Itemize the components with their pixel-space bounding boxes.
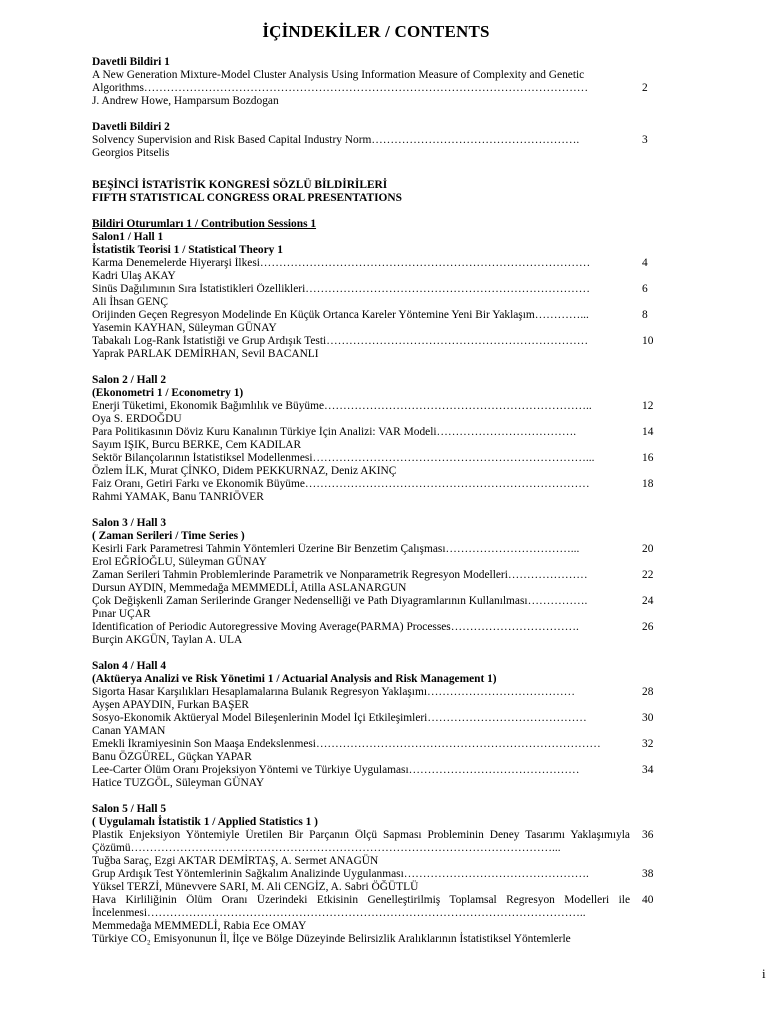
paper-authors: Memmedağa MEMMEDLİ, Rabia Ece OMAY (92, 920, 307, 932)
page-number: 6 (642, 283, 648, 295)
toc-entry[interactable] (92, 134, 660, 147)
toc-entry[interactable] (92, 686, 660, 699)
hall-heading: Salon 5 / Hall 5 (92, 803, 167, 815)
page-title: İÇİNDEKİLER / CONTENTS (262, 22, 490, 41)
hall-heading: Salon 2 / Hall 2 (92, 374, 167, 386)
halls-container (92, 231, 660, 946)
toc-entry[interactable] (92, 712, 660, 725)
page-number: 32 (642, 738, 654, 750)
toc-entry[interactable] (92, 764, 660, 777)
paper-authors: Pınar UÇAR (92, 608, 151, 620)
paper-authors: Ayşen APAYDIN, Furkan BAŞER (92, 699, 249, 711)
toc-entry[interactable] (92, 400, 660, 413)
paper-title: Sigorta Hasar Karşılıkları Hesaplamalarına Bulanık Regresyon Yaklaşımı………………………………… (92, 686, 576, 698)
page-number: 16 (642, 452, 654, 464)
paper-title: Faiz Oranı, Getiri Farkı ve Ekonomik Büyüme………………………………………………………………… (92, 478, 590, 490)
paper-authors: Dursun AYDIN, Memmedağa MEMMEDLİ, Atilla ASLANARGUN (92, 582, 407, 594)
paper-title: Çok Değişkenli Zaman Serilerinde Granger Nedenselliği ve Path Diyagramlarının Kullanılması……………. (92, 595, 588, 607)
paper-title: Orijinden Geçen Regresyon Modelinde En Küçük Ortanca Kareler Yöntemine Yeni Bir Yaklaşım…………... (92, 309, 589, 321)
paper-title-partial[interactable]: Türkiye CO₂ Emisyonunun İl, İlçe ve Bölge Düzeyinde Belirsizlik Aralıklarının İstatistiksel Yöntemlerle (92, 933, 571, 945)
page-number: 18 (642, 478, 654, 490)
paper-authors: Yaprak PARLAK DEMİRHAN, Sevil BACANLI (92, 348, 319, 360)
hall-heading: Salon1 / Hall 1 (92, 231, 164, 243)
paper-authors: Yasemin KAYHAN, Süleyman GÜNAY (92, 322, 277, 334)
toc-entry[interactable] (92, 621, 660, 634)
toc-entry[interactable] (92, 452, 660, 465)
hall-heading: Salon 4 / Hall 4 (92, 660, 167, 672)
page-number: 30 (642, 712, 654, 724)
hall-topic: ( Uygulamalı İstatistik 1 / Applied Statistics 1 ) (92, 816, 318, 828)
paper-authors: Oya S. ERDOĞDU (92, 413, 182, 425)
toc-entry[interactable] (92, 543, 660, 556)
page-number: 40 (642, 894, 654, 906)
paper-title: Zaman Serileri Tahmin Problemlerinde Parametrik ve Nonparametrik Regresyon Modelleri………………… (92, 569, 588, 581)
paper-title: Emekli İkramiyesinin Son Maaşa Endekslenmesi………………………………………………………………… (92, 738, 601, 750)
toc-entry[interactable] (92, 829, 660, 855)
paper-title: Grup Ardışık Test Yöntemlerinin Sağkalım Analizinde Uygulanması…………………………………………. (92, 868, 589, 880)
page-number: 3 (642, 134, 648, 146)
congress-heading-tr: BEŞİNCİ İSTATİSTİK KONGRESİ SÖZLÜ BİLDİRİLERİ (92, 179, 388, 191)
toc-entry[interactable] (92, 868, 660, 881)
page-number: 24 (642, 595, 654, 607)
page-number: 26 (642, 621, 654, 633)
paper-title: Sektör Bilançolarının İstatistiksel Modellenmesi………………………………………………………………... (92, 452, 595, 464)
congress-heading-en: FIFTH STATISTICAL CONGRESS ORAL PRESENTATIONS (92, 192, 402, 204)
page-number: 28 (642, 686, 654, 698)
invited-title-2: Solvency Supervision and Risk Based Capital Industry Norm………………………………………………. (92, 134, 580, 146)
toc-entry[interactable] (92, 283, 660, 296)
hall-topic: İstatistik Teorisi 1 / Statistical Theory 1 (92, 244, 283, 256)
paper-authors: Özlem İLK, Murat ÇİNKO, Didem PEKKURNAZ, Deniz AKINÇ (92, 465, 397, 477)
paper-title: Plastik Enjeksiyon Yöntemiyle Üretilen Bir Parçanın Ölçü Sapması Probleminin Deney Tasarımı Yaklaşımıyla Çözümü…………………………………………………………………………………………………... (92, 829, 630, 854)
toc-entry[interactable] (92, 335, 660, 348)
page-number: 14 (642, 426, 654, 438)
paper-title: Tabakalı Log-Rank İstatistiği ve Grup Ardışık Testi…………………………………………………………… (92, 335, 589, 347)
page-number: 8 (642, 309, 648, 321)
page-number: 12 (642, 400, 654, 412)
toc-entry[interactable] (92, 894, 660, 920)
page-number: 4 (642, 257, 648, 269)
paper-authors: Ali İhsan GENÇ (92, 296, 168, 308)
page-number: 36 (642, 829, 654, 841)
toc-entry[interactable] (92, 569, 660, 582)
page-number: 10 (642, 335, 654, 347)
paper-authors: Yüksel TERZİ, Münevvere SARI, M. Ali CENGİZ, A. Sabri ÖĞÜTLÜ (92, 881, 419, 893)
paper-title: Karma Denemelerde Hiyerarşi İlkesi…………………………………………………………………………… (92, 257, 591, 269)
toc-entry[interactable] (92, 478, 660, 491)
table-of-contents (92, 56, 660, 946)
invited-authors-2: Georgios Pitselis (92, 147, 170, 159)
page-folio: i (762, 966, 766, 981)
hall-heading: Salon 3 / Hall 3 (92, 517, 167, 529)
page-number: 2 (642, 82, 648, 94)
paper-title: Kesirli Fark Parametresi Tahmin Yöntemleri Üzerine Bir Benzetim Çalışması……………………………... (92, 543, 580, 555)
paper-authors: Canan YAMAN (92, 725, 166, 737)
paper-title: Identification of Periodic Autoregressive Moving Average(PARMA) Processes……………………………. (92, 621, 579, 633)
paper-authors: Kadri Ulaş AKAY (92, 270, 176, 282)
paper-authors: Burçin AKGÜN, Taylan A. ULA (92, 634, 243, 646)
invited-heading-1: Davetli Bildiri 1 (92, 56, 170, 68)
hall-topic: (Aktüerya Analizi ve Risk Yönetimi 1 / Actuarial Analysis and Risk Management 1) (92, 673, 497, 685)
paper-authors: Rahmi YAMAK, Banu TANRIÖVER (92, 491, 264, 503)
sessions-heading: Bildiri Oturumları 1 / Contribution Sessions 1 (92, 218, 317, 230)
toc-entry[interactable] (92, 82, 660, 95)
hall-topic: ( Zaman Serileri / Time Series ) (92, 530, 245, 542)
paper-title: Lee-Carter Ölüm Oranı Projeksiyon Yöntemi ve Türkiye Uygulaması……………………………………… (92, 764, 580, 776)
paper-title: Sinüs Dağılımının Sıra İstatistikleri Özellikleri………………………………………………………………… (92, 283, 590, 295)
page-number: 22 (642, 569, 654, 581)
toc-entry[interactable] (92, 738, 660, 751)
paper-title: Hava Kirliliğinin Ölüm Oranı Üzerindeki Etkisinin Genelleştirilmiş Toplamsal Regresyon Modelleri ile İncelenmesi…………………………………………………………………………………………………….. (92, 894, 630, 919)
invited-title-1-line2: Algorithms……………………………………………………………………………………………………… (92, 82, 589, 94)
paper-authors: Banu ÖZGÜREL, Güçkan YAPAR (92, 751, 252, 763)
page-number: 20 (642, 543, 654, 555)
paper-title: Enerji Tüketimi, Ekonomik Bağımlılık ve Büyüme…………………………………………………………….. (92, 400, 592, 412)
paper-authors: Sayım IŞIK, Burcu BERKE, Cem KADILAR (92, 439, 302, 451)
toc-entry[interactable] (92, 309, 660, 322)
toc-entry[interactable] (92, 257, 660, 270)
invited-title-1-line1[interactable]: A New Generation Mixture-Model Cluster Analysis Using Information Measure of Complexity and Genetic (92, 69, 585, 81)
invited-authors-1: J. Andrew Howe, Hamparsum Bozdogan (92, 95, 279, 107)
toc-entry[interactable] (92, 595, 660, 608)
toc-entry[interactable] (92, 426, 660, 439)
paper-authors: Erol EĞRİOĞLU, Süleyman GÜNAY (92, 556, 267, 568)
paper-title: Para Politikasının Döviz Kuru Kanalının Türkiye İçin Analizi: VAR Modeli………………………………. (92, 426, 577, 438)
hall-topic: (Ekonometri 1 / Econometry 1) (92, 387, 244, 399)
paper-authors: Hatice TUZGÖL, Süleyman GÜNAY (92, 777, 265, 789)
paper-title: Sosyo-Ekonomik Aktüeryal Model Bileşenlerinin Model İçi Etkileşimleri…………………………………… (92, 712, 587, 724)
page-number: 38 (642, 868, 654, 880)
invited-heading-2: Davetli Bildiri 2 (92, 121, 170, 133)
paper-authors: Tuğba Saraç, Ezgi AKTAR DEMİRTAŞ, A. Sermet ANAGÜN (92, 855, 379, 867)
page-number: 34 (642, 764, 654, 776)
